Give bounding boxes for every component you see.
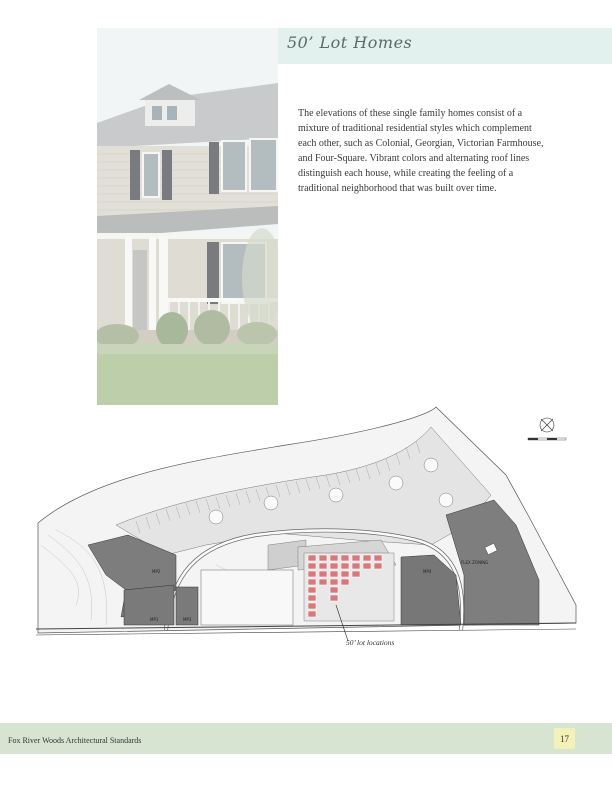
- footer-document-title: Fox River Woods Architectural Standards: [8, 736, 142, 745]
- fifty-foot-lot-highlight: [304, 553, 394, 621]
- page-number: 17: [554, 728, 575, 749]
- house-photo: [97, 28, 278, 405]
- north-arrow-icon: [540, 418, 554, 432]
- site-plan: [36, 405, 578, 645]
- label-mp3: MP3: [183, 617, 192, 622]
- site-plan-caption: 50’ lot locations: [346, 638, 395, 647]
- parcel-mp1: [124, 585, 174, 625]
- label-mp1: MP1: [150, 617, 159, 622]
- label-mp2: MP2: [152, 569, 161, 574]
- page-title: 50’ Lot Homes: [287, 33, 413, 52]
- scale-bar-icon: [528, 438, 566, 440]
- label-flex-zoning: FLEX ZONING: [461, 560, 489, 565]
- label-mp4: MP4: [423, 569, 432, 574]
- intro-paragraph: The elevations of these single family homes consist of a mixture of traditional residential styles which complement each other, such as Colonial, Georgian, Victorian Farmhouse, and Four-Square. Vibrant colors and alternating roof lines distinguish each house, while creating the feeling of a traditional neighborhood that was built over time.: [298, 108, 544, 194]
